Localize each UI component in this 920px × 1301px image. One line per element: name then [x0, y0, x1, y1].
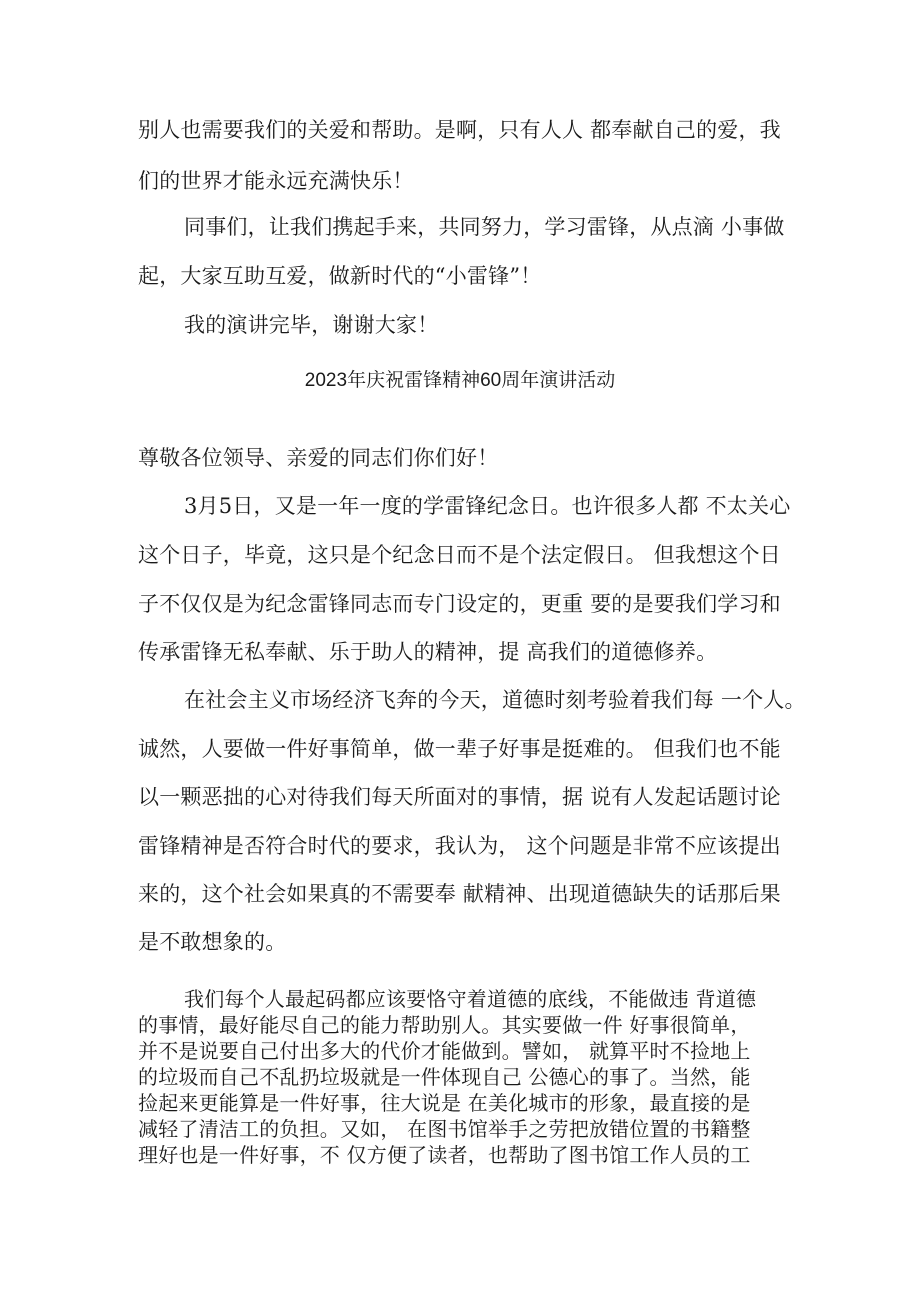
text-line: 别人也需要我们的关爱和帮助。是啊，只有人人 都奉献自己的爱，我 — [138, 118, 781, 142]
text-line: 诚然，人要做一件好事简单，做一辈子好事是挺难的。 但我们也不能 — [138, 737, 781, 761]
text-line: 3月5日，又是一年一度的学雷锋纪念日。也许很多人都 不太关心 — [184, 494, 791, 518]
text-line: 来的，这个社会如果真的不需要奉 献精神、出现道德缺失的话那后果 — [138, 882, 781, 906]
text-line: 起，大家互助互爱，做新时代的“小雷锋”！ — [138, 264, 542, 288]
text-line: 的垃圾而自己不乱扔垃圾就是一件体现自己 公德心的事了。当然，能 — [138, 1065, 751, 1089]
text-line: 的事情，最好能尽自己的能力帮助别人。其实要做一件 好事很简单， — [138, 1013, 751, 1037]
text-line: 理好也是一件好事，不 仅方便了读者，也帮助了图书馆工作人员的工 — [138, 1143, 751, 1167]
text-line: 这个日子，毕竟，这只是个纪念日而不是个法定假日。 但我想这个日 — [138, 543, 781, 567]
text-line: 我们每个人最起码都应该要恪守着道德的底线，不能做违 背道德 — [184, 987, 757, 1011]
text-line: 子不仅仅是为纪念雷锋同志而专门设定的，更重 要的是要我们学习和 — [138, 592, 781, 616]
text-line: 同事们，让我们携起手来，共同努力，学习雷锋，从点滴 小事做 — [184, 215, 785, 239]
salutation: 尊敬各位领导、亲爱的同志们你们好！ — [138, 446, 499, 470]
text-line: 在社会主义市场经济飞奔的今天，道德时刻考验着我们每 一个人。 — [184, 688, 806, 712]
document-title: 2023年庆祝雷锋精神60周年演讲活动 — [304, 370, 616, 391]
text-line: 我的演讲完毕，谢谢大家！ — [184, 313, 439, 337]
text-line: 并不是说要自己付出多大的代价才能做到。譬如， 就算平时不捡地上 — [138, 1039, 751, 1063]
text-line: 们的世界才能永远充满快乐！ — [138, 169, 414, 193]
text-line: 减轻了清洁工的负担。又如， 在图书馆举手之劳把放错位置的书籍整 — [138, 1117, 751, 1141]
text-line: 是不敢想象的。 — [138, 930, 287, 954]
text-line: 传承雷锋无私奉献、乐于助人的精神，提 高我们的道德修养。 — [138, 640, 718, 664]
text-line: 雷锋精神是否符合时代的要求，我认为， 这个问题是非常不应该提出 — [138, 834, 781, 858]
text-line: 捡起来更能算是一件好事，往大说是 在美化城市的形象，最直接的是 — [138, 1091, 751, 1115]
text-line: 以一颗恶拙的心对待我们每天所面对的事情，据 说有人发起话题讨论 — [138, 785, 781, 809]
